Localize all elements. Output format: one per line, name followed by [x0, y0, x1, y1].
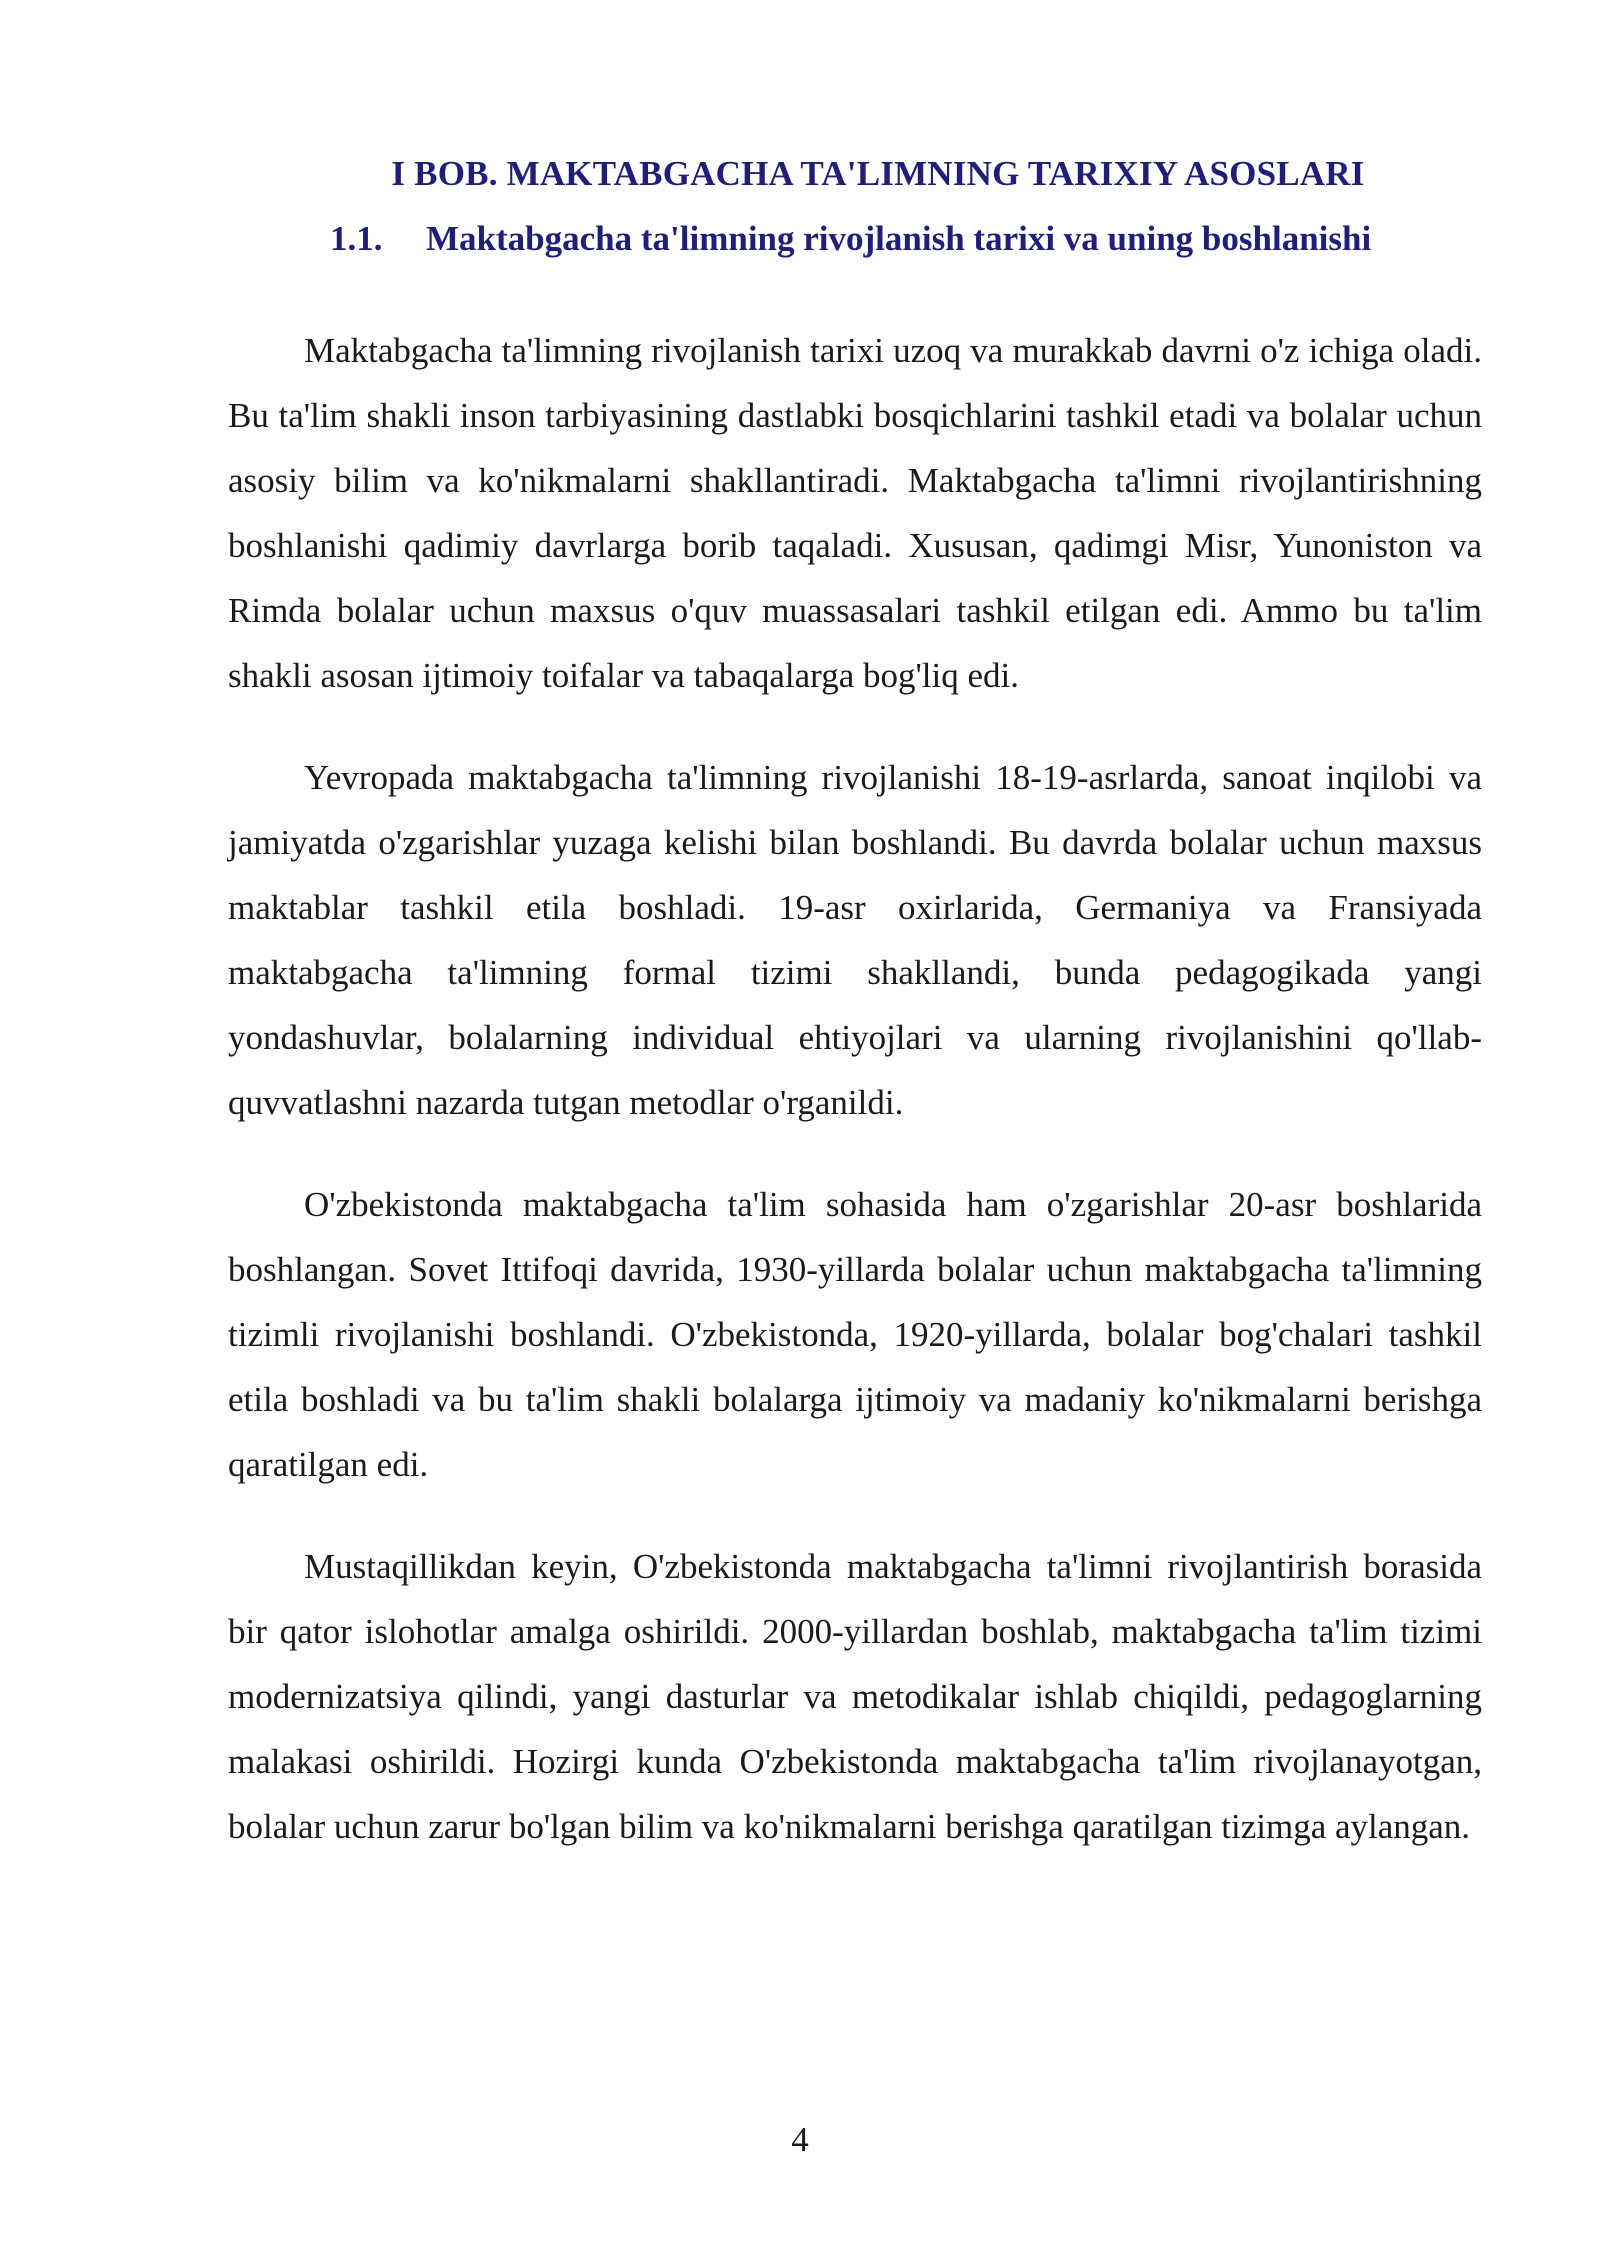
section-title: Maktabgacha ta'limning rivojlanish tarixi va uning boshlanishi	[426, 219, 1372, 258]
paragraph: Mustaqillikdan keyin, O'zbekistonda maktabgacha ta'limni rivojlantirish borasida bir qator islohotlar amalga oshirildi. 2000-yillardan boshlab, maktabgacha ta'lim tizimi modernizatsiya qilindi, yangi dasturlar va metodikalar ishlab chiqildi, pedagoglarning malakasi oshirildi. Hozirgi kunda O'zbekistonda maktabgacha ta'lim rivojlanayotgan, bolalar uchun zarur bo'lgan bilim va ko'nikmalarni berishga qaratilgan tizimga aylangan.	[228, 1547, 1482, 1846]
section-heading	[330, 217, 1560, 261]
section-number: 1.1.	[330, 219, 383, 258]
paragraph: Yevropada maktabgacha ta'limning rivojlanishi 18-19-asrlarda, sanoat inqilobi va jamiyatda o'zgarishlar yuzaga kelishi bilan boshlandi. Bu davrda bolalar uchun maxsus maktablar tashkil etila boshladi. 19-asr oxirlarida, Germaniya va Fransiyada maktabgacha ta'limning formal tizimi shakllandi, bunda pedagogikada yangi yondashuvlar, bolalarning individual ehtiyojlari va ularning rivojlanishini qo'llab-quvvatlashni nazarda tutgan metodlar o'rganildi.	[228, 758, 1482, 1122]
body-text	[228, 318, 1482, 1896]
page-number: 4	[791, 2120, 809, 2159]
paragraph: O'zbekistonda maktabgacha ta'lim sohasida ham o'zgarishlar 20-asr boshlarida boshlangan. Sovet Ittifoqi davrida, 1930-yillarda bolalar uchun maktabgacha ta'limning tizimli rivojlanishi boshlandi. O'zbekistonda, 1920-yillarda, bolalar bog'chalari tashkil etila boshladi va bu ta'lim shakli bolalarga ijtimoiy va madaniy ko'nikmalarni berishga qaratilgan edi.	[228, 1185, 1482, 1484]
chapter-title: I BOB. MAKTABGACHA TA'LIMNING TARIXIY ASOSLARI	[391, 154, 1365, 193]
paragraph: Maktabgacha ta'limning rivojlanish tarixi uzoq va murakkab davrni o'z ichiga oladi. Bu ta'lim shakli inson tarbiyasining dastlabki bosqichlarini tashkil etadi va bolalar uchun asosiy bilim va ko'nikmalarni shakllantiradi. Maktabgacha ta'limni rivojlantirishning boshlanishi qadimiy davrlarga borib taqaladi. Xususan, qadimgi Misr, Yunoniston va Rimda bolalar uchun maxsus o'quv muassasalari tashkil etilgan edi. Ammo bu ta'lim shakli asosan ijtimoiy toifalar va tabaqalarga bog'liq edi.	[228, 331, 1482, 695]
